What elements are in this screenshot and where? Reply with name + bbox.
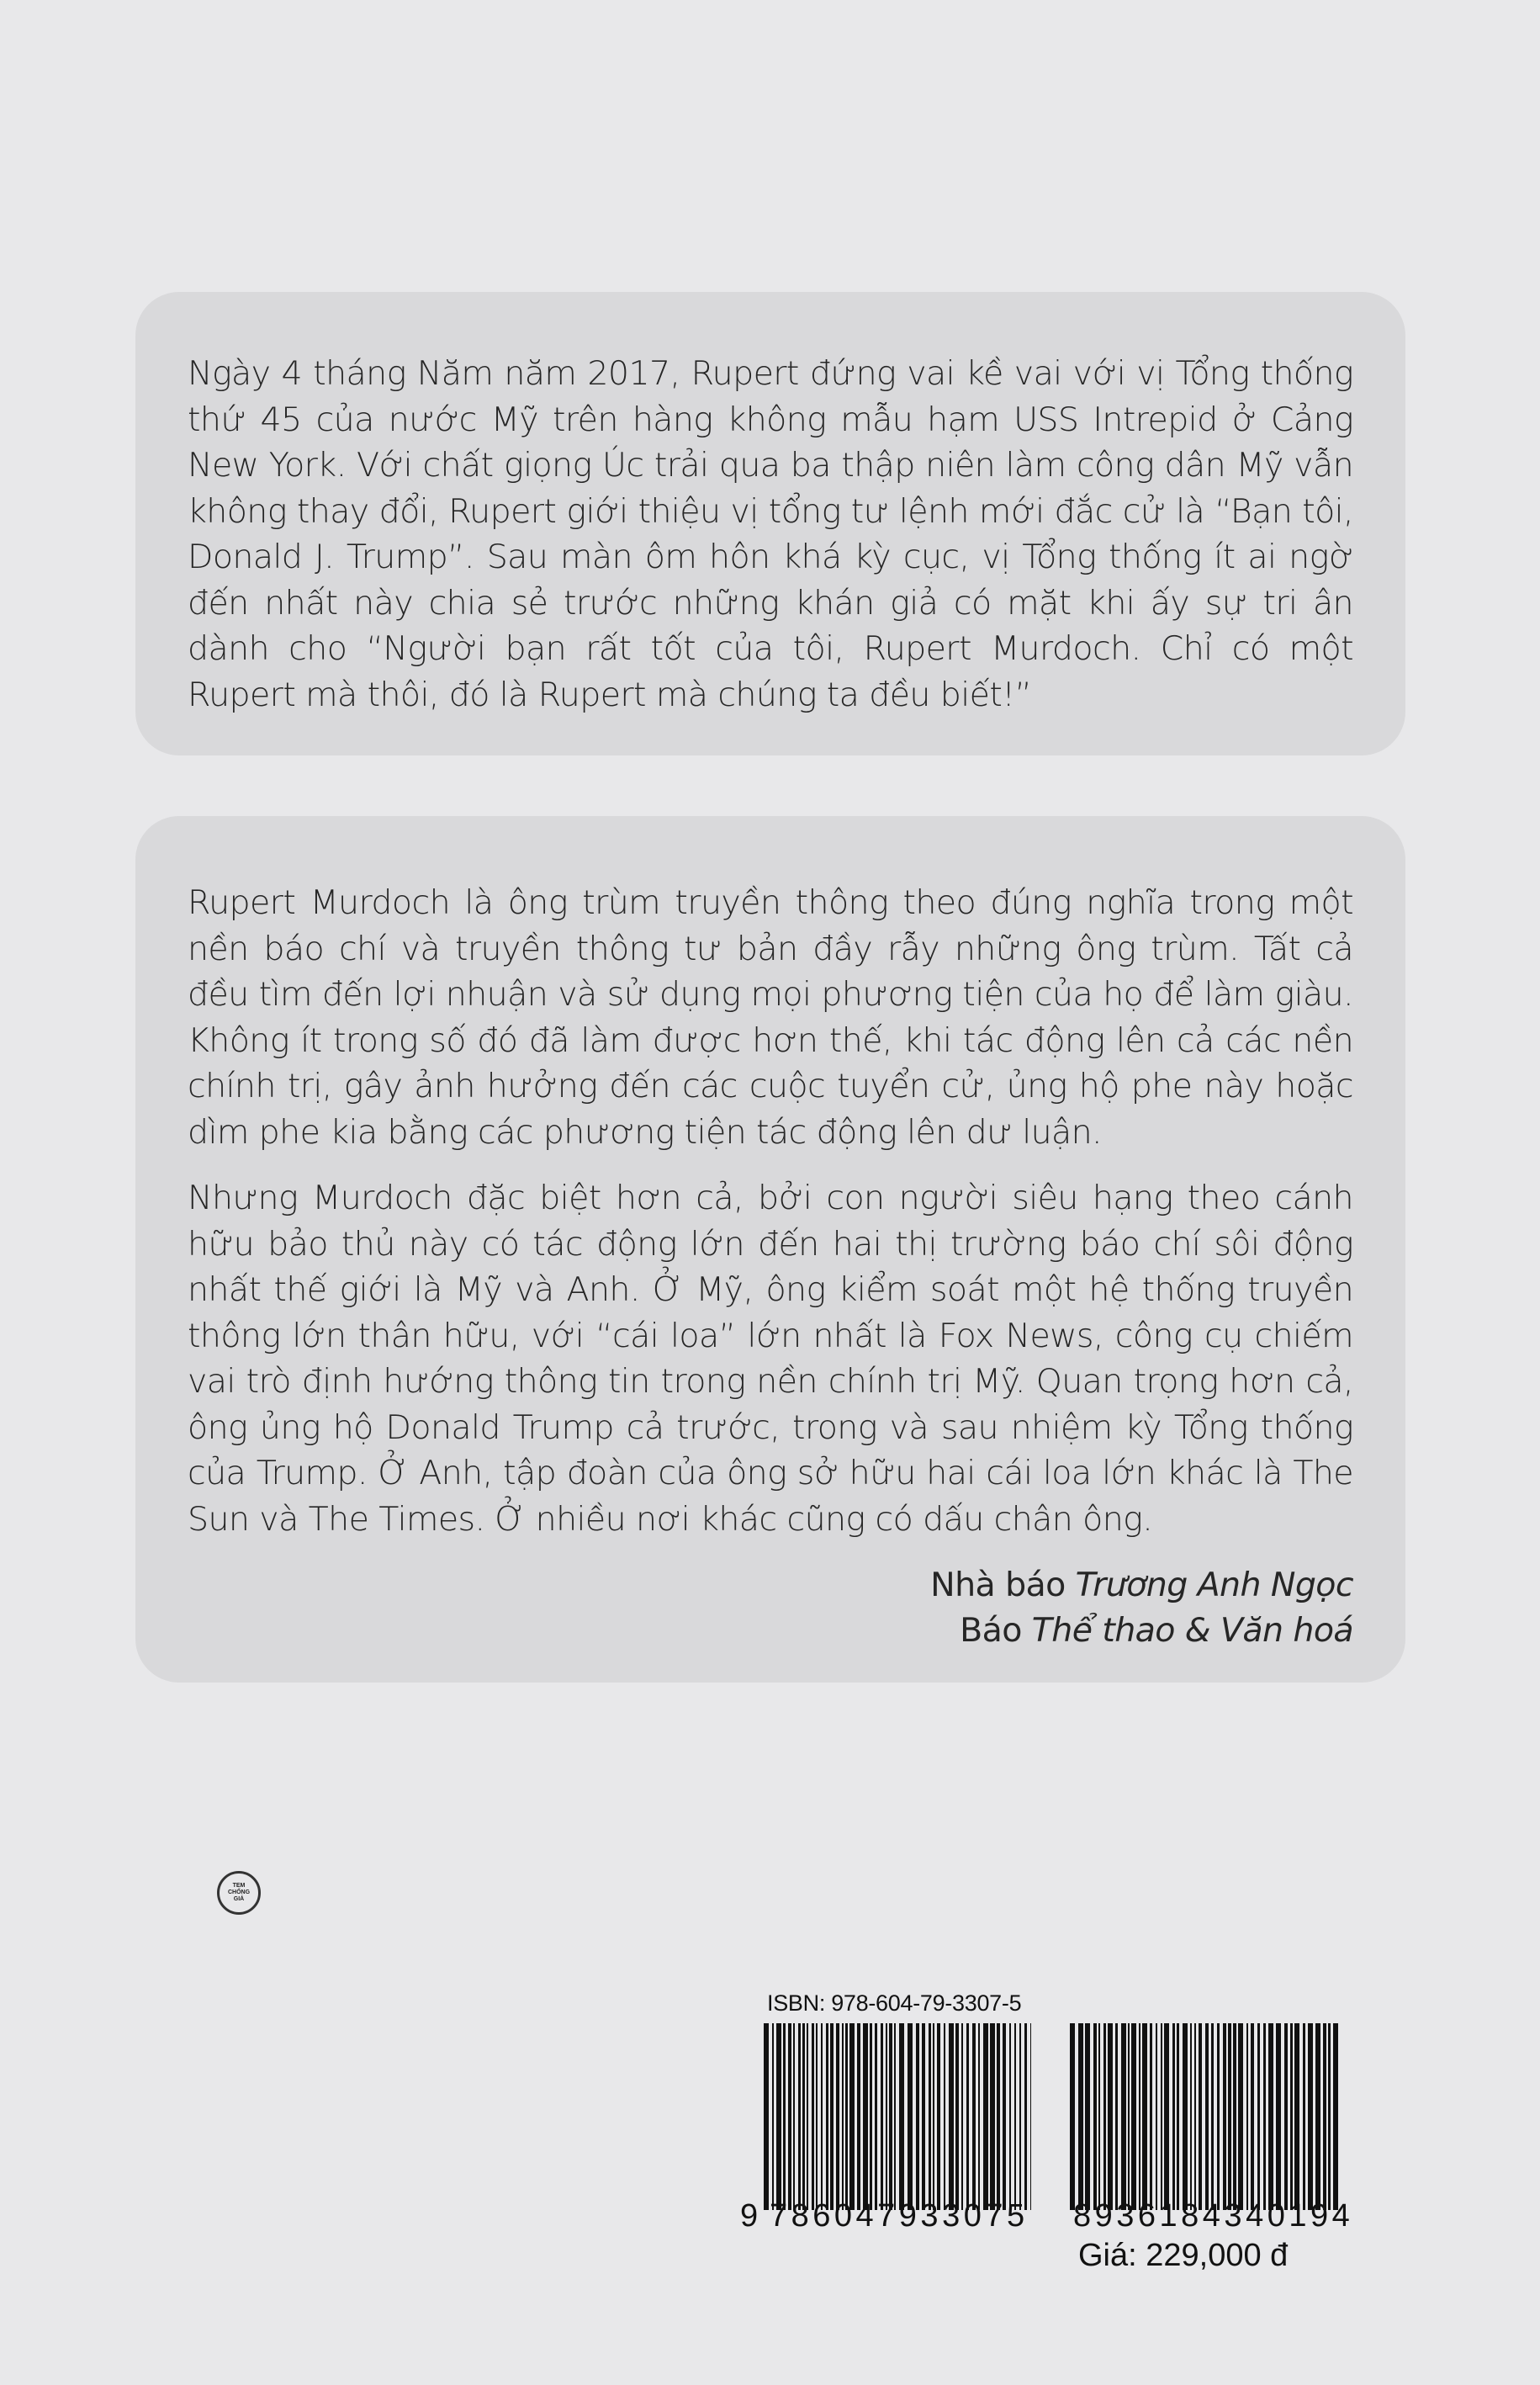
product-barcode <box>1070 2023 1341 2210</box>
anti-counterfeit-stamp <box>217 1871 261 1915</box>
barcode-bar <box>899 2023 904 2210</box>
barcode-bar <box>1093 2023 1097 2210</box>
barcode-bar <box>1228 2023 1231 2210</box>
barcode-bar <box>997 2023 1000 2210</box>
barcode-bar <box>1194 2023 1196 2210</box>
barcode-bar <box>845 2023 848 2210</box>
barcode-bar <box>983 2023 988 2210</box>
barcode-bar <box>922 2023 925 2210</box>
barcode-bar <box>764 2023 769 2210</box>
barcode-bar <box>933 2023 934 2210</box>
barcode-bar <box>836 2023 839 2210</box>
barcode-bar <box>830 2023 834 2210</box>
review-paragraph-1: Rupert Murdoch là ông trùm truyền thông theo đúng nghĩa trong một nền báo chí và truyền thông tư bản đầy rẫy những ông trùm. Tất cả đều tìm đến lợi nhuận và sử dụng mọi phương tiện của họ để làm giàu. Không ít trong số đó đã làm được hơn thế, khi tác động lên cả các nền chính trị, gây ảnh hưởng đến các cuộc tuyển cử, ủng hộ phe này hoặc dìm phe kia bằng các phương tiện tác động lên dư luận. <box>188 883 1353 1152</box>
barcode-bar <box>875 2023 877 2210</box>
barcode-bar <box>1177 2023 1179 2210</box>
signature-role: Nhà báo <box>930 1566 1076 1604</box>
barcode-bar <box>821 2023 823 2210</box>
barcode-bar <box>1142 2023 1147 2210</box>
signature-outlet: Thể thao & Văn hoá <box>1031 1611 1353 1650</box>
barcode-bar <box>990 2023 995 2210</box>
barcode-bar <box>793 2023 795 2210</box>
barcode-bar <box>1009 2023 1011 2210</box>
barcode-bar <box>1257 2023 1260 2210</box>
barcode-bar <box>1328 2023 1331 2210</box>
barcode-bar <box>1323 2023 1326 2210</box>
barcode-bar <box>842 2023 844 2210</box>
blurb-box-quote <box>135 292 1405 755</box>
barcode-bar <box>966 2023 969 2210</box>
barcode-bar <box>807 2023 808 2210</box>
barcode-bar <box>1164 2023 1169 2210</box>
barcode-bar <box>908 2023 913 2210</box>
barcode-bar <box>978 2023 980 2210</box>
barcode-bar <box>1238 2023 1243 2210</box>
barcode-bar <box>1156 2023 1157 2210</box>
barcode-bar <box>1085 2023 1090 2210</box>
barcode-bar <box>776 2023 781 2210</box>
barcode-bar <box>1128 2023 1130 2210</box>
barcode-bar <box>1308 2023 1313 2210</box>
signature-name: Trương Anh Ngọc <box>1075 1566 1353 1604</box>
barcode-bar <box>1131 2023 1136 2210</box>
barcode-bar <box>783 2023 786 2210</box>
barcode-bar <box>788 2023 791 2210</box>
barcode-bar <box>1284 2023 1288 2210</box>
barcode-bar <box>929 2023 931 2210</box>
barcode-bar <box>857 2023 860 2210</box>
barcode-bar <box>1223 2023 1226 2210</box>
barcode-bar <box>826 2023 828 2210</box>
barcode-bar <box>1030 2023 1031 2210</box>
barcode-bar <box>1217 2023 1220 2210</box>
barcode-bar <box>1103 2023 1106 2210</box>
product-barcode-digits: 8936184340194 <box>1073 2198 1354 2234</box>
barcode-bar <box>1276 2023 1281 2210</box>
barcode-bar <box>816 2023 818 2210</box>
barcode-bar <box>812 2023 814 2210</box>
stamp-line-1: TEM <box>232 1883 246 1889</box>
barcode-bar <box>949 2023 954 2210</box>
barcode-bar <box>798 2023 801 2210</box>
barcode-bar <box>849 2023 855 2210</box>
signature-author <box>188 1562 1353 1608</box>
barcode-bar <box>1019 2023 1021 2210</box>
isbn-label: ISBN: 978-604-79-3307-5 <box>767 1990 1022 2016</box>
barcode-bar <box>1290 2023 1293 2210</box>
barcode-bar <box>1205 2023 1209 2210</box>
barcode-bar <box>1263 2023 1266 2210</box>
barcode-bar <box>1108 2023 1113 2210</box>
barcode-bar <box>1150 2023 1152 2210</box>
barcode-bar <box>1003 2023 1006 2210</box>
barcode-bar <box>1294 2023 1299 2210</box>
barcode-bar <box>1121 2023 1126 2210</box>
signature-outlet-prefix: Báo <box>960 1611 1032 1650</box>
isbn-barcode <box>764 2023 1031 2210</box>
isbn-barcode-first-digit: 9 <box>740 2198 762 2234</box>
barcode-bar <box>1172 2023 1175 2210</box>
barcode-bar <box>802 2023 805 2210</box>
price-label: Giá: 229,000 đ <box>1078 2238 1289 2273</box>
barcode-bar <box>1139 2023 1140 2210</box>
barcode-bar <box>1303 2023 1305 2210</box>
stamp-line-2: CHỐNG <box>227 1889 251 1895</box>
blurb-paragraph: Ngày 4 tháng Năm năm 2017, Rupert đứng vai kề vai với vị Tổng thống thứ 45 của nước Mỹ trên hàng không mẫu hạm USS Intrepid ở Cảng New York. Với chất giọng Úc trải qua ba thập niên làm công dân Mỹ vẫn không thay đổi, Rupert giới thiệu vị tổng tư lệnh mới đắc cử là “Bạn tôi, Donald J. Trump”. Sau màn ôm hôn khá kỳ cục, vị Tổng thống ít ai ngờ đến nhất này chia sẻ trước những khán giả có mặt khi ấy sự tri ân dành cho “Người bạn rất tốt của tôi, Rupert Murdoch. Chỉ có một Rupert mà thôi, đó là Rupert mà chúng ta đều biết!” <box>188 354 1353 714</box>
barcode-bar <box>1333 2023 1338 2210</box>
barcode-bar <box>1268 2023 1273 2210</box>
barcode-bar <box>1211 2023 1214 2210</box>
barcode-bar <box>1183 2023 1188 2210</box>
barcode-bar <box>772 2023 774 2210</box>
barcode-bar <box>1115 2023 1118 2210</box>
blurb-box-review <box>135 816 1405 1683</box>
barcode-bar <box>1161 2023 1162 2210</box>
barcode-bar <box>881 2023 883 2210</box>
barcode-bar <box>944 2023 945 2210</box>
barcode-bar <box>972 2023 976 2210</box>
review-paragraph-2: Nhưng Murdoch đặc biệt hơn cả, bởi con người siêu hạng theo cánh hữu bảo thủ này có tác động lớn đến hai thị trường báo chí sôi động nhất thế giới là Mỹ và Anh. Ở Mỹ, ông kiểm soát một hệ thống truyền thông lớn thân hữu, với “cái loa” lớn nhất là Fox News, công cụ chiếm vai trò định hướng thông tin trong nền chính trị Mỹ. Quan trọng hơn cả, ông ủng hộ Donald Trump cả trước, trong và sau nhiệm kỳ Tổng thống của Trump. Ở Anh, tập đoàn của ông sở hữu hai cái loa lớn khác là The Sun và The Times. Ở nhiều nơi khác cũng có dấu chân ông. <box>188 1179 1353 1539</box>
barcode-bar <box>1014 2023 1016 2210</box>
isbn-barcode-digits: 786047933075 <box>770 2198 1029 2234</box>
barcode-bar <box>1024 2023 1027 2210</box>
barcode-bar <box>1190 2023 1192 2210</box>
barcode-bar <box>1070 2023 1075 2210</box>
barcode-bar <box>937 2023 940 2210</box>
barcode-bar <box>1246 2023 1248 2210</box>
signature-outlet-line <box>188 1608 1353 1653</box>
barcode-bar <box>889 2023 892 2210</box>
barcode-bar <box>955 2023 959 2210</box>
barcode-bar <box>1078 2023 1083 2210</box>
barcode-bar <box>1315 2023 1320 2210</box>
stamp-line-3: GIẢ <box>233 1896 245 1902</box>
barcode-bar <box>916 2023 919 2210</box>
barcode-bar <box>863 2023 868 2210</box>
barcode-bar <box>1233 2023 1236 2210</box>
barcode-bar <box>886 2023 887 2210</box>
barcode-bar <box>870 2023 872 2210</box>
barcode-bar <box>1251 2023 1254 2210</box>
barcode-bar <box>961 2023 963 2210</box>
barcode-bar <box>894 2023 896 2210</box>
barcode-bar <box>1098 2023 1100 2210</box>
barcode-bar <box>1199 2023 1202 2210</box>
